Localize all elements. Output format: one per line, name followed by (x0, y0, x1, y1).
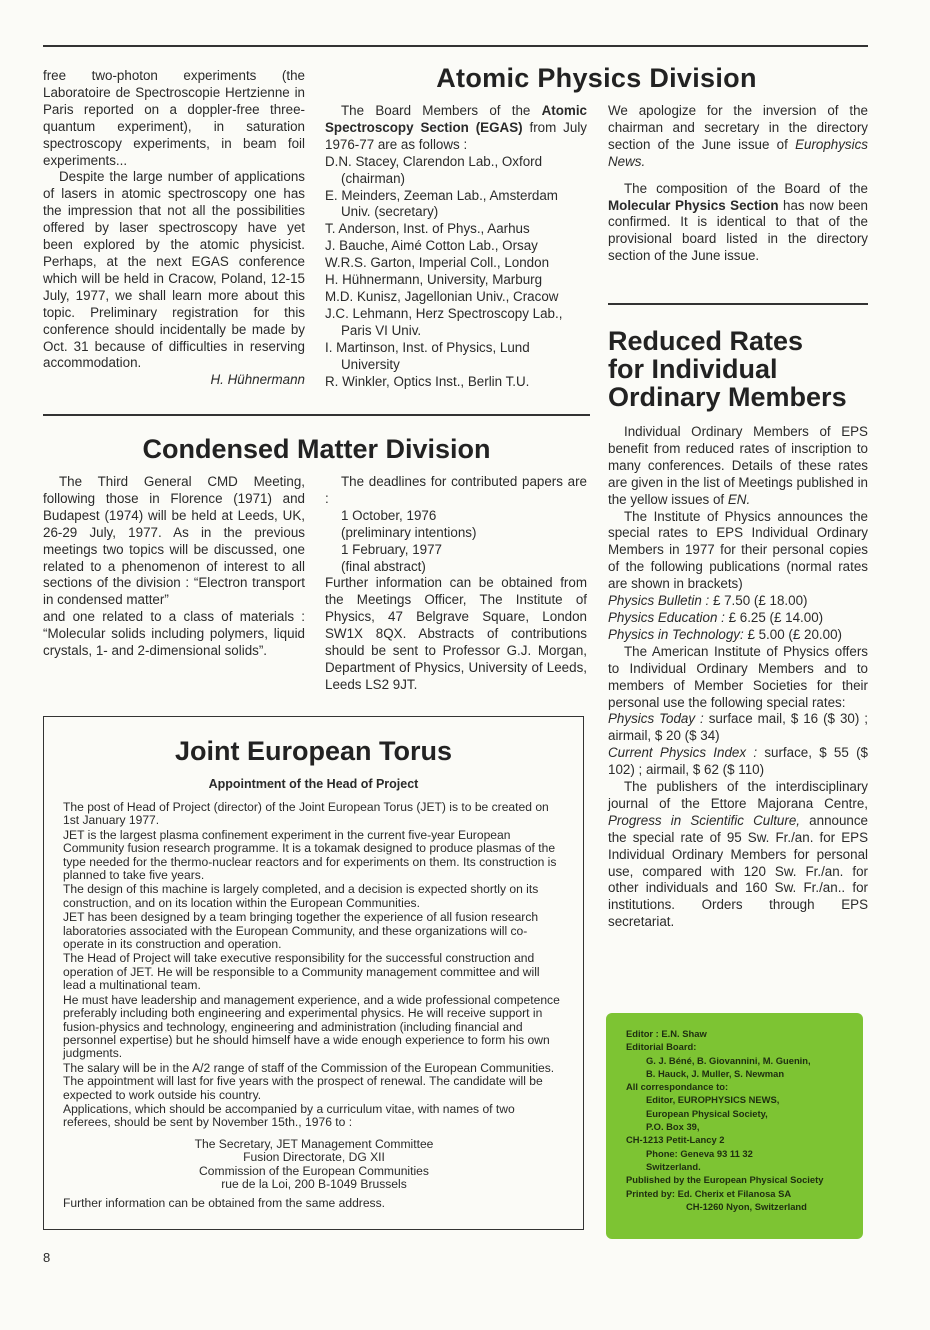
intro-pre: The Board Members of the (341, 103, 542, 118)
masthead-printed-2: CH-1260 Nyon, Switzerland (686, 1200, 807, 1212)
aip-rate-2-price: surface, $ 55 ($ 102) ; airmail, $ 62 ($ 110) (608, 745, 868, 778)
member-6: H. Hühnermann, University, Marburg (325, 272, 543, 288)
jet-subtitle: Appointment of the Head of Project (208, 777, 419, 791)
member-7: M.D. Kunisz, Jagellonian Univ., Cracow (325, 288, 559, 304)
condensed-further: Further information can be obtained from the Meetings Officer, The Institute of Physics, 47 Belgrave Square, London SW1X 8QX. Abstracts of contributions should be sent to Professor G.J. Morgan, Department of Physics, University of Leeds, Leeds LS2 9JT. (325, 575, 587, 692)
reduced-p1-pre: Individual Ordinary Members of EPS benefit from reduced rates of inscription to many conferences. Details of these rates are given in the list of Meetings published in the yellow issues of (608, 424, 868, 507)
jet-paragraph-3: The design of this machine is largely completed, and a decision is expected shortly on its construction, and on its location within the European Communities. (63, 882, 539, 910)
rate-1 (608, 593, 868, 610)
deadlines-list (325, 508, 587, 576)
masthead-corr-5: Phone: Geneva 93 11 32 (646, 1147, 753, 1159)
jet-footer: Further information can be obtained from the same address. (63, 1196, 385, 1211)
masthead-board-label: Editorial Board: (626, 1041, 697, 1053)
masthead-corr-2: European Physical Society, (646, 1107, 768, 1119)
jet-box (43, 716, 584, 1230)
rate-2-price: £ 6.25 (£ 14.00) (724, 609, 824, 625)
deadline-4: (final abstract) (341, 558, 426, 574)
left-paragraph-1: free two-photon experiments (the Laboratoire de Spectroscopie Hertzienne in Paris reported on a doppler-free three-quantum experiment), in saturation spectroscopy experiments, in beam foil experiments... (43, 68, 305, 168)
jet-paragraph-2: JET is the largest plasma confinement experiment in the current five-year European Community fusion research programme. It is a tokamak designed to produce plasmas of the type needed for the thermo-nuclear reactors and for experiments on them. Its construction is planned to take five years. (63, 827, 557, 883)
deadline-1: 1 October, 1976 (341, 507, 437, 523)
reduced-p1 (608, 424, 868, 509)
jet-address-line-3: Commission of the European Communities (199, 1163, 429, 1178)
condensed-title: Condensed Matter Division (142, 434, 491, 464)
deadlines-intro: The deadlines for contributed papers are : (325, 474, 587, 506)
condensed-right-text (325, 474, 587, 694)
reduced-p1-em: EN. (727, 491, 751, 507)
reduced-p3: The American Institute of Physics offers to Individual Ordinary Members and to members of Member Societies for their personal use the following special rates: (608, 643, 868, 710)
reduced-title (608, 327, 870, 411)
reduced-text (608, 424, 868, 931)
section-rule-condensed (43, 414, 590, 416)
member-9: I. Martinson, Inst. of Physics, Lund University (325, 339, 530, 372)
section-rule-reduced (608, 303, 868, 305)
masthead-corr-label: All correspondance to: (626, 1081, 729, 1093)
jet-address (63, 1138, 565, 1192)
jet-address-line-2: Fusion Directorate, DG XII (243, 1150, 385, 1165)
masthead-printed: Printed by: Ed. Cherix et Filanosa SA (626, 1187, 792, 1199)
reduced-p4-em: Progress in Scientific Culture, (608, 812, 800, 828)
reduced-title-line-1: Reduced Rates (608, 326, 804, 356)
jet-paragraph-4: JET has been designed by a team bringing together the experience of all fusion research laboratories associated with the European Community, and these organizations will co-operate in its construction and operation. (63, 910, 539, 952)
masthead-published: Published by the European Physical Society (626, 1174, 824, 1186)
page-number: 8 (43, 1250, 51, 1265)
jet-paragraph-5: The Head of Project will take executive responsibility for the successful construction and operation of JET. He will be responsible to a Community management committee and will lead a multinational team. (63, 951, 540, 993)
masthead-box (606, 1013, 863, 1239)
jet-title: Joint European Torus (174, 736, 452, 766)
jet-paragraph-6: He must have leadership and management experience, and a wide professional competence preferably including both engineering and experimental physics. He will receive support in fusion-physics and technology, engineering and administration (including financial and personnel expertise) but he should himself have a wide enough experience to form his own judgments. (63, 992, 560, 1061)
condensed-left-text (43, 474, 305, 660)
atomic-title: Atomic Physics Division (436, 63, 757, 93)
top-rule (43, 45, 868, 47)
jet-paragraph-7: The salary will be in the A/2 range of staff of the Commission of the European Communities. The appointment will last for five years with the prospect of renewal. The candidate will be expected to work outside his country. (63, 1060, 555, 1102)
jet-paragraph-8: Applications, which should be accompanied by a curriculum vitae, with names of two referees, should be sent by November 15th., 1976 to : (63, 1101, 515, 1130)
atomic-intro (325, 103, 587, 154)
member-10: R. Winkler, Optics Inst., Berlin T.U. (325, 373, 530, 389)
condensed-left-b: and one related to a class of materials : “Molecular solids including polymers, liquid crystals, 1- and 2-dimensional solids”. (43, 609, 305, 659)
rate-2 (608, 610, 868, 627)
intro-post: from July 1976-77 are as follows : (325, 119, 587, 152)
atomic-board-text (325, 103, 587, 390)
rate-3 (608, 627, 868, 644)
masthead-editor: Editor : E.N. Shaw (626, 1028, 707, 1039)
rate-2-name: Physics Education : (608, 609, 725, 625)
deadline-3: 1 February, 1977 (341, 541, 442, 557)
reduced-title-line-2: for Individual (608, 354, 778, 384)
member-5: W.R.S. Garton, Imperial Coll., London (325, 255, 550, 271)
left-column-text (43, 68, 305, 389)
condensed-left-a: The Third General CMD Meeting, following those in Florence (1971) and Budapest (1974) will be held at Leeds, UK, 26-29 July, 1977. As in the previous meetings two topics will be discussed, one related to a phenomenon of interest to all sections of the division : “Electron transport in condensed matter” (43, 474, 305, 608)
reduced-p4-pre: The publishers of the interdisciplinary journal of the Ettore Majorana Centre, (608, 779, 868, 811)
apology-em: Europhysics News. (608, 136, 868, 169)
masthead-board-2: B. Hauck, J. Muller, S. Newman (646, 1067, 785, 1079)
rate-3-price: £ 5.00 (£ 20.00) (743, 626, 842, 642)
jet-text (44, 801, 583, 1211)
masthead-board-1: G. J. Béné, B. Giovannini, M. Guenin, (646, 1054, 811, 1066)
rate-1-name: Physics Bulletin : (608, 593, 710, 609)
atomic-right-text (608, 103, 868, 265)
apology-pre: We apologize for the inversion of the chairman and secretary in the directory section of the June issue of (608, 103, 868, 152)
masthead-corr-4: CH-1213 Petit-Lancy 2 (626, 1134, 725, 1146)
aip-rate-2-name: Current Physics Index : (608, 745, 758, 761)
jet-address-line-4: rue de la Loi, 200 B-1049 Brussels (221, 1176, 407, 1191)
jet-address-line-1: The Secretary, JET Management Committee (194, 1136, 434, 1151)
molecular-pre: The composition of the Board of the (624, 180, 868, 196)
member-4: J. Bauche, Aimé Cotton Lab., Orsay (325, 238, 538, 254)
signature: H. Hühnermann (210, 372, 305, 388)
rate-1-price: £ 7.50 (£ 18.00) (709, 593, 808, 609)
masthead-corr-1: Editor, EUROPHYSICS NEWS, (646, 1094, 780, 1106)
intro-bold: Atomic Spectroscopy Section (EGAS) (325, 103, 587, 135)
masthead-corr-6: Switzerland. (646, 1160, 701, 1172)
member-2: E. Meinders, Zeeman Lab., Amsterdam Univ. (secretary) (325, 187, 558, 220)
reduced-p2: The Institute of Physics announces the special rates to EPS Individual Ordinary Members in 1977 for their personal copies of the following publications (normal rates are shown in brackets) (608, 508, 868, 592)
molecular-post: has now been confirmed. It is identical to that of the provisional board listed in the directory section of the June issue. (608, 197, 868, 264)
molecular (608, 181, 868, 266)
member-1: D.N. Stacey, Clarendon Lab., Oxford (chairman) (325, 153, 543, 186)
masthead-corr-3: P.O. Box 39, (646, 1121, 700, 1133)
reduced-p4 (608, 779, 868, 931)
aip-rate-1 (608, 711, 868, 745)
aip-rate-2 (608, 745, 868, 779)
left-paragraph-2: Despite the large number of applications of lasers in atomic spectroscopy one has the impression that not all the possibilities offered by laser spectroscopy have yet been explored by the atomic physicist. Perhaps, at the next EGAS conference which will be held in Cracow, Poland, 12-15 July, 1977, we shall learn more about this topic. Preliminary registration for this conference should incidentally be made by Oct. 31 because of difficulties in reserving accommodation. (43, 169, 305, 371)
member-8: J.C. Lehmann, Herz Spectroscopy Lab., Paris VI Univ. (325, 305, 563, 338)
aip-rate-1-price: surface mail, $ 16 ($ 30) ; airmail, $ 20 ($ 34) (608, 711, 868, 744)
deadline-2: (preliminary intentions) (341, 524, 477, 540)
apology (608, 103, 868, 171)
rate-3-name: Physics in Technology: (608, 626, 744, 642)
reduced-title-line-3: Ordinary Members (608, 382, 847, 412)
member-3: T. Anderson, Inst. of Phys., Aarhus (325, 221, 530, 237)
reduced-p4-post: announce the special rate of 95 Sw. Fr./an. for EPS Individual Ordinary Members for personal use, compared with 120 Sw. Fr./an. for other individuals and 160 Sw. Fr./an.. for institutions. Orders through EPS secretariat. (608, 812, 868, 930)
aip-rate-1-name: Physics Today : (608, 711, 704, 727)
molecular-bold: Molecular Physics Section (608, 197, 779, 213)
jet-paragraph-1: The post of Head of Project (director) of the Joint European Torus (JET) is to be created on 1st January 1977. (63, 800, 549, 828)
